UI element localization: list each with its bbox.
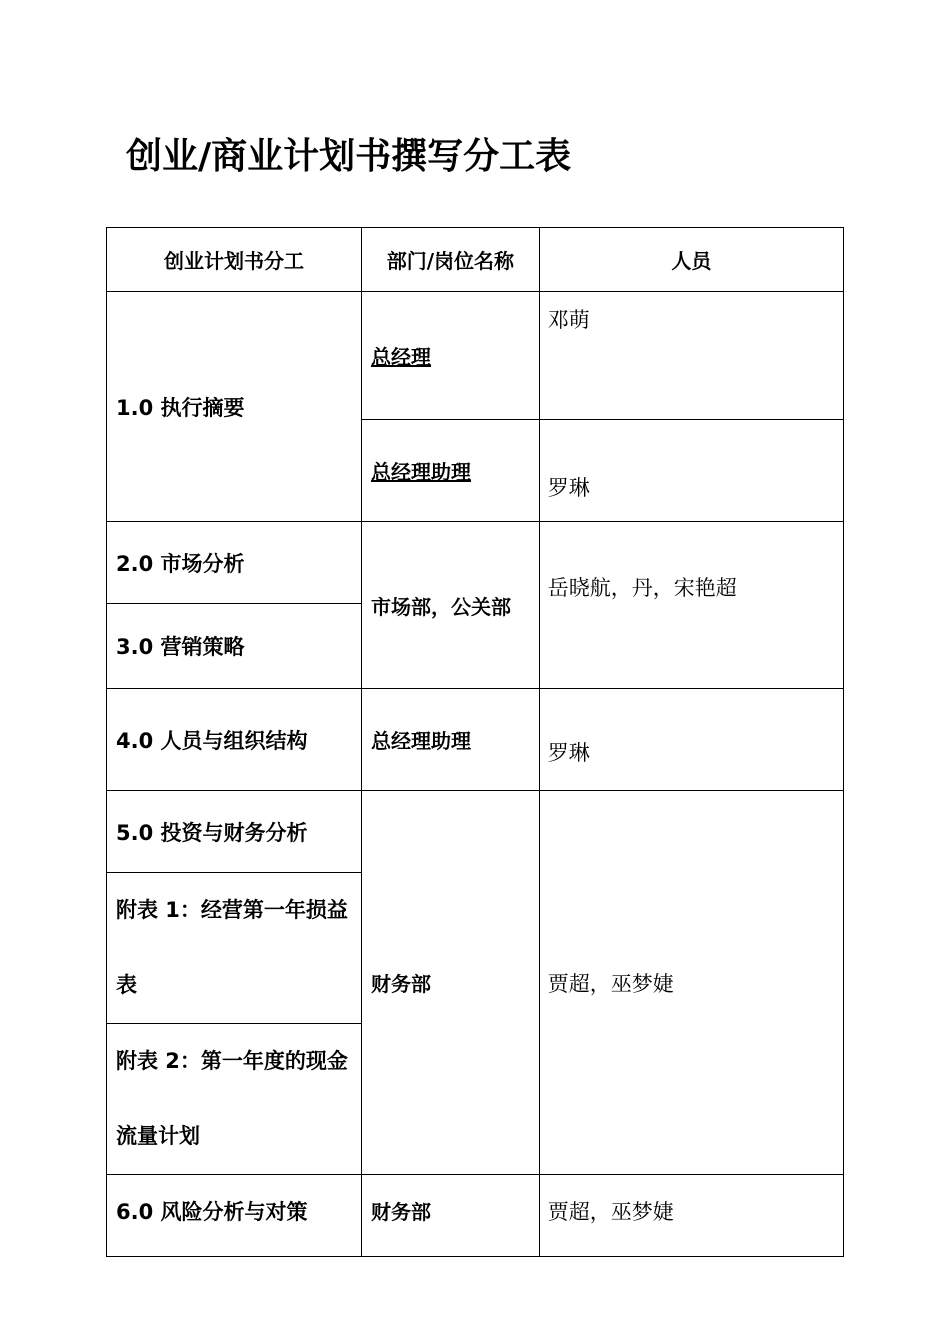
department-cell — [362, 420, 540, 522]
people-cell: 罗琳 — [539, 420, 843, 522]
section-cell: 2.0 市场分析 — [107, 522, 362, 604]
table-row — [107, 689, 844, 791]
people-cell: 罗琳 — [539, 689, 843, 791]
department-cell: 市场部，公关部 — [362, 522, 540, 689]
department-cell: 财务部 — [362, 1175, 540, 1257]
table-row — [107, 522, 844, 604]
column-header-people: 人员 — [539, 228, 843, 292]
department-label: 总经理助理 — [371, 460, 472, 484]
table-row — [107, 292, 844, 420]
table-row — [107, 791, 844, 873]
table-row — [107, 1175, 844, 1257]
column-header-department: 部门/岗位名称 — [362, 228, 540, 292]
section-cell: 4.0 人员与组织结构 — [107, 689, 362, 791]
division-table — [106, 227, 844, 1257]
table-header-row — [107, 228, 844, 292]
department-cell: 总经理助理 — [362, 689, 540, 791]
people-cell: 贾超，巫梦婕 — [539, 791, 843, 1175]
column-header-division: 创业计划书分工 — [107, 228, 362, 292]
section-cell: 5.0 投资与财务分析 — [107, 791, 362, 873]
department-label: 总经理 — [371, 345, 432, 369]
people-cell: 岳晓航，丹，宋艳超 — [539, 522, 843, 689]
section-cell: 6.0 风险分析与对策 — [107, 1175, 362, 1257]
department-cell: 财务部 — [362, 791, 540, 1175]
department-cell — [362, 292, 540, 420]
page-title: 创业/商业计划书撰写分工表 — [126, 136, 572, 177]
section-cell: 附表 1：经营第一年损益表 — [107, 873, 362, 1024]
people-cell: 邓萌 — [539, 292, 843, 420]
people-cell: 贾超，巫梦婕 — [539, 1175, 843, 1257]
section-cell: 3.0 营销策略 — [107, 604, 362, 689]
section-cell: 1.0 执行摘要 — [107, 292, 362, 522]
section-cell: 附表 2：第一年度的现金流量计划 — [107, 1024, 362, 1175]
